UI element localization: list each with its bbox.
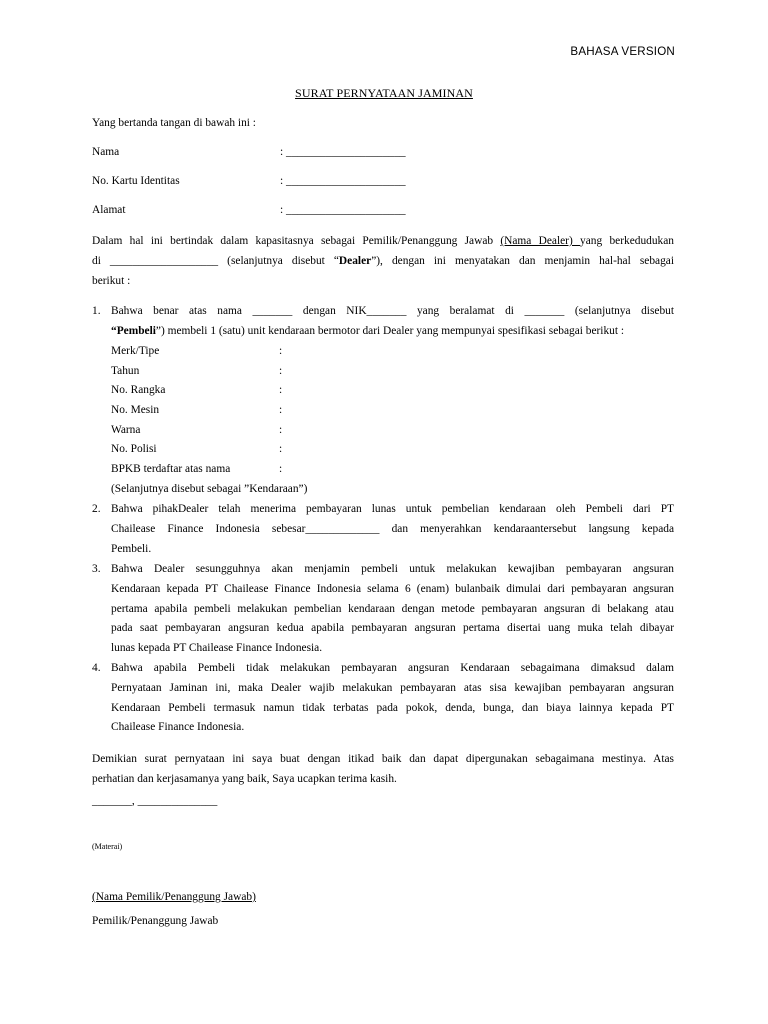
item-line: lunas kepada PT Chailease Finance Indonesia.: [111, 642, 323, 655]
item-line: pertama apabila pembeli melakukan pembelian kendaraan dengan metode pembayaran angsuran di belakang atau: [111, 602, 674, 615]
item-line: Bahwa benar atas nama _______ dengan NIK_______ yang beralamat di _______ (selanjutnya disebut: [111, 305, 674, 317]
statement-line: Dalam hal ini bertindak dalam kapasitasnya sebagai Pemilik/Penanggung Jawab (Nama Dealer) yang berkedudukan: [92, 235, 674, 247]
item-number: 3.: [92, 563, 101, 575]
item-number: 2.: [92, 503, 101, 515]
spec-row: [111, 342, 311, 362]
identity-value: : _____________________: [280, 146, 406, 158]
identity-row-name: [92, 143, 674, 163]
spec-label: No. Mesin: [111, 404, 160, 416]
item-line: Pernyataan Jaminan ini, maka Dealer wajib melakukan pembayaran atas sisa kewajiban pembayaran angsuran: [111, 681, 674, 694]
spec-label: BPKB terdaftar atas nama: [111, 463, 231, 475]
item-line: Chailease Finance Indonesia.: [111, 721, 245, 734]
item-line: Pembeli.: [111, 542, 152, 555]
identity-value: : _____________________: [280, 204, 406, 216]
spec-colon: :: [279, 463, 283, 475]
item-line: Kendaraan Pembeli termasuk namun tidak terbatas pada pokok, denda, bunga, dan biaya lainnya kepada PT: [111, 701, 674, 714]
item-1: [111, 302, 674, 342]
statement-paragraph: [92, 232, 674, 291]
item-line: pada saat pembayaran angsuran kedua apabila pembayaran angsuran pertama disertai uang muka telah dibayar: [111, 622, 674, 635]
materai-stamp-placeholder: (Materai): [92, 842, 123, 851]
statement-line: di ___________________ (selanjutnya disebut “Dealer”), dengan ini menyatakan dan menjamin hal-hal sebagai: [92, 254, 674, 267]
item-line: Chailease Finance Indonesia sebesar_____________ dan menyerahkan kendaraantersebut langsung kepada: [111, 522, 674, 535]
item-line: Bahwa apabila Pembeli tidak melakukan pembayaran angsuran Kendaraan sebagaimana dimaksud dalam: [111, 662, 674, 674]
spec-colon: :: [279, 424, 283, 436]
closing-paragraph: [92, 750, 674, 790]
item-3: [111, 560, 674, 659]
vehicle-note: (Selanjutnya disebut sebagai ”Kendaraan”): [111, 483, 308, 495]
identity-row-address: [92, 201, 674, 221]
spec-label: Warna: [111, 424, 141, 436]
spec-label: No. Rangka: [111, 384, 166, 396]
place-date-line: _______, ______________: [92, 795, 218, 807]
identity-value: : _____________________: [280, 175, 406, 187]
spec-row: [111, 460, 311, 480]
spec-colon: :: [279, 404, 283, 416]
document-title: SURAT PERNYATAAN JAMINAN: [295, 86, 473, 100]
spec-colon: :: [279, 365, 283, 377]
spec-row: [111, 421, 311, 441]
closing-line: Demikian surat pernyataan ini saya buat dengan itikad baik dan dapat dipergunakan sebagaimana mestinya. Atas: [92, 753, 674, 765]
item-line: “Pembeli”) membeli 1 (satu) unit kendaraan bermotor dari Dealer yang mempunyai spesifikasi sebagai berikut :: [111, 324, 625, 337]
identity-row-id-card: [92, 172, 674, 192]
signer-name: (Nama Pemilik/Penanggung Jawab): [92, 891, 256, 903]
item-number: 4.: [92, 662, 101, 674]
intro-text: Yang bertanda tangan di bawah ini :: [92, 117, 256, 129]
item-line: Bahwa pihakDealer telah menerima pembayaran lunas untuk pembelian kendaraan oleh Pembeli dari PT: [111, 503, 674, 515]
spec-colon: :: [279, 443, 283, 455]
signer-title: Pemilik/Penanggung Jawab: [92, 915, 219, 927]
spec-label: Tahun: [111, 365, 140, 377]
spec-row: [111, 381, 311, 401]
item-number: 1.: [92, 305, 101, 317]
spec-label: No. Polisi: [111, 443, 157, 455]
item-4: [111, 659, 674, 738]
identity-label: No. Kartu Identitas: [92, 175, 180, 187]
item-line: Bahwa Dealer sesungguhnya akan menjamin pembeli untuk melakukan kewajiban pembayaran angsuran: [111, 563, 674, 575]
closing-line: perhatian dan kerjasamanya yang baik, Saya ucapkan terima kasih.: [92, 772, 397, 785]
spec-row: [111, 440, 311, 460]
identity-label: Alamat: [92, 204, 126, 216]
version-label: BAHASA VERSION: [570, 45, 675, 58]
spec-row: [111, 401, 311, 421]
spec-colon: :: [279, 384, 283, 396]
spec-row: [111, 362, 311, 382]
identity-label: Nama: [92, 146, 120, 158]
statement-line: berikut :: [92, 274, 131, 287]
item-line: Kendaraan kepada PT Chailease Finance Indonesia selama 6 (enam) bulanbaik dimulai dari pembayaran angsuran: [111, 582, 674, 595]
spec-colon: :: [279, 345, 283, 357]
spec-label: Merk/Tipe: [111, 345, 160, 357]
item-2: [111, 500, 674, 559]
dealer-name-placeholder: (Nama Dealer): [500, 235, 581, 247]
